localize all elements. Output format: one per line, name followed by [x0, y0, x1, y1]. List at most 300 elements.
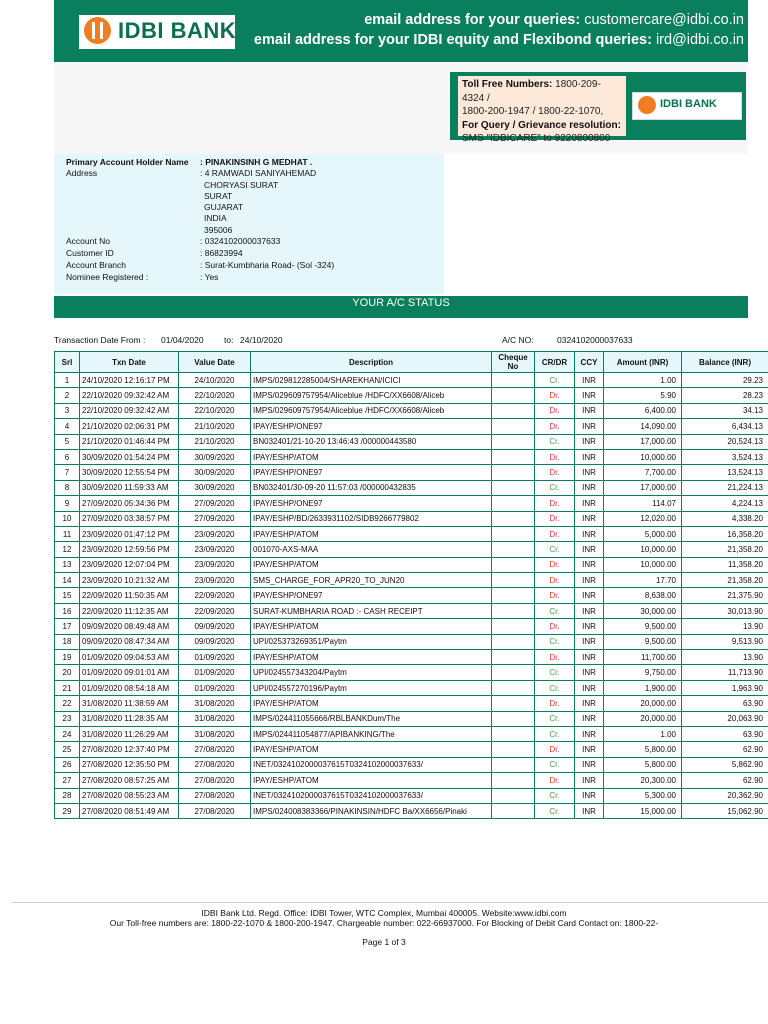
cell-srl: 5 — [55, 434, 80, 449]
cell-srl: 28 — [55, 788, 80, 803]
transactions-table — [54, 351, 768, 819]
cell-description: IMPS/024008383366/PINAKINSIN/HDFC Ba/XX6656/Pinaki — [251, 803, 492, 818]
cell-crdr: Dr. — [535, 449, 575, 464]
cell-srl: 18 — [55, 634, 80, 649]
cell-crdr: Cr. — [535, 665, 575, 680]
table-row — [55, 511, 768, 526]
cell-value-date: 01/09/2020 — [179, 680, 251, 695]
footer-divider — [12, 902, 768, 903]
cell-value-date: 30/09/2020 — [179, 480, 251, 495]
cell-balance: 20,362.90 — [682, 788, 768, 803]
cell-crdr: Cr. — [535, 480, 575, 495]
branch-value: : Surat-Kumbharia Road- (Sol -324) — [200, 260, 335, 270]
cell-amount: 17,000.00 — [604, 434, 682, 449]
cell-amount: 10,000.00 — [604, 557, 682, 572]
cell-crdr: Dr. — [535, 773, 575, 788]
cell-balance: 11,358.20 — [682, 557, 768, 572]
cell-description: IPAY/ESHP/ATOM — [251, 557, 492, 572]
cell-txn-date: 27/08/2020 08:51:49 AM — [80, 803, 179, 818]
cell-amount: 5,800.00 — [604, 757, 682, 772]
tollfree-numbers-1: 1800-209-4324 / — [462, 79, 601, 104]
acno-value: : 0324102000037633 — [200, 236, 281, 246]
cell-cheque-no — [492, 757, 535, 772]
table-row — [55, 434, 768, 449]
cell-cheque-no — [492, 511, 535, 526]
cell-description: IPAY/ESHP/ATOM — [251, 619, 492, 634]
col-balance: Balance (INR) — [682, 352, 768, 373]
cell-ccy: INR — [575, 726, 604, 741]
cell-txn-date: 01/09/2020 09:04:53 AM — [80, 650, 179, 665]
cell-crdr: Cr. — [535, 634, 575, 649]
cell-balance: 13.90 — [682, 619, 768, 634]
nominee-label: Nominee Registered : — [66, 272, 149, 282]
cell-ccy: INR — [575, 465, 604, 480]
cell-cheque-no — [492, 634, 535, 649]
cell-amount: 15,000.00 — [604, 803, 682, 818]
cell-crdr: Cr. — [535, 373, 575, 388]
table-row — [55, 803, 768, 818]
cell-cheque-no — [492, 496, 535, 511]
cell-crdr: Dr. — [535, 496, 575, 511]
cell-crdr: Dr. — [535, 619, 575, 634]
cell-txn-date: 22/09/2020 11:50:35 AM — [80, 588, 179, 603]
table-row — [55, 496, 768, 511]
cell-ccy: INR — [575, 496, 604, 511]
cell-value-date: 01/09/2020 — [179, 665, 251, 680]
cell-srl: 27 — [55, 773, 80, 788]
cell-description: IPAY/ESHP/BD/2633931102/SIDB9266779802 — [251, 511, 492, 526]
address-line-1: : 4 RAMWADI SANIYAHEMAD — [200, 168, 317, 178]
cell-ccy: INR — [575, 742, 604, 757]
cell-ccy: INR — [575, 480, 604, 495]
cell-ccy: INR — [575, 680, 604, 695]
cell-txn-date: 31/08/2020 11:26:29 AM — [80, 726, 179, 741]
from-label: Transaction Date From : — [54, 335, 146, 345]
cell-txn-date: 30/09/2020 12:55:54 PM — [80, 465, 179, 480]
queries-email[interactable]: customercare@idbi.co.in — [584, 12, 744, 28]
cell-ccy: INR — [575, 511, 604, 526]
cell-crdr: Cr. — [535, 711, 575, 726]
cell-description: IPAY/ESHP/ATOM — [251, 449, 492, 464]
cell-amount: 7,700.00 — [604, 465, 682, 480]
cell-amount: 5.90 — [604, 388, 682, 403]
cell-srl: 25 — [55, 742, 80, 757]
cell-txn-date: 22/09/2020 11:12:35 AM — [80, 603, 179, 618]
cell-value-date: 27/08/2020 — [179, 773, 251, 788]
cell-value-date: 30/09/2020 — [179, 465, 251, 480]
cell-srl: 4 — [55, 419, 80, 434]
cell-amount: 14,090.00 — [604, 419, 682, 434]
cell-txn-date: 30/09/2020 01:54:24 PM — [80, 449, 179, 464]
cell-value-date: 23/09/2020 — [179, 573, 251, 588]
cell-txn-date: 01/09/2020 09:01:01 AM — [80, 665, 179, 680]
cell-txn-date: 09/09/2020 08:47:34 AM — [80, 634, 179, 649]
cell-srl: 21 — [55, 680, 80, 695]
cell-description: INET/0324102000037615T0324102000037633/ — [251, 788, 492, 803]
table-row — [55, 542, 768, 557]
cell-ccy: INR — [575, 449, 604, 464]
cell-cheque-no — [492, 711, 535, 726]
cell-balance: 20,524.13 — [682, 434, 768, 449]
cell-txn-date: 27/08/2020 12:35:50 PM — [80, 757, 179, 772]
sms-text: SMS "IDBICARE" to 9220800800 — [462, 133, 611, 144]
cell-srl: 10 — [55, 511, 80, 526]
cell-amount: 10,000.00 — [604, 542, 682, 557]
queries-label: email address for your queries: — [364, 12, 581, 28]
table-row — [55, 603, 768, 618]
cell-balance: 11,713.90 — [682, 665, 768, 680]
cell-txn-date: 23/09/2020 01:47:12 PM — [80, 526, 179, 541]
cell-cheque-no — [492, 403, 535, 418]
cell-srl: 7 — [55, 465, 80, 480]
cell-balance: 15,062.90 — [682, 803, 768, 818]
cell-crdr: Cr. — [535, 788, 575, 803]
acno-meta-value: 0324102000037633 — [557, 335, 633, 345]
col-value-date: Value Date — [179, 352, 251, 373]
cell-description: IPAY/ESHP/ONE97 — [251, 465, 492, 480]
cell-cheque-no — [492, 480, 535, 495]
cell-balance: 16,358.20 — [682, 526, 768, 541]
tollfree-logo-icon — [638, 96, 656, 114]
cell-cheque-no — [492, 449, 535, 464]
cell-balance: 6,434.13 — [682, 419, 768, 434]
cell-cheque-no — [492, 388, 535, 403]
cell-value-date: 27/08/2020 — [179, 788, 251, 803]
queries-email-line — [364, 12, 744, 28]
cell-srl: 29 — [55, 803, 80, 818]
cell-description: IPAY/ESHP/ONE97 — [251, 419, 492, 434]
col-description: Description — [251, 352, 492, 373]
cell-value-date: 27/09/2020 — [179, 496, 251, 511]
cell-description: SMS_CHARGE_FOR_APR20_TO_JUN20 — [251, 573, 492, 588]
cell-amount: 1.00 — [604, 373, 682, 388]
holder-value: : PINAKINSINH G MEDHAT . — [200, 157, 313, 167]
equity-email[interactable]: ird@idbi.co.in — [655, 32, 744, 48]
cell-cheque-no — [492, 465, 535, 480]
cell-srl: 9 — [55, 496, 80, 511]
cell-cheque-no — [492, 803, 535, 818]
cell-cheque-no — [492, 419, 535, 434]
cell-crdr: Dr. — [535, 511, 575, 526]
cell-value-date: 27/08/2020 — [179, 757, 251, 772]
address-line-4: GUJARAT — [204, 202, 244, 212]
cell-srl: 3 — [55, 403, 80, 418]
equity-email-line — [254, 32, 744, 48]
table-row — [55, 773, 768, 788]
cell-description: IPAY/ESHP/ONE97 — [251, 588, 492, 603]
idbi-logo-text: IDBI BANK — [118, 18, 237, 43]
cell-srl: 17 — [55, 619, 80, 634]
cell-value-date: 23/09/2020 — [179, 542, 251, 557]
cell-crdr: Dr. — [535, 573, 575, 588]
cell-crdr: Dr. — [535, 403, 575, 418]
cell-cheque-no — [492, 526, 535, 541]
table-row — [55, 449, 768, 464]
cell-crdr: Dr. — [535, 557, 575, 572]
cell-balance: 5,862.90 — [682, 757, 768, 772]
cell-crdr: Dr. — [535, 588, 575, 603]
table-row — [55, 465, 768, 480]
col-txn-date: Txn Date — [80, 352, 179, 373]
cell-balance: 21,358.20 — [682, 573, 768, 588]
cell-balance: 63.90 — [682, 726, 768, 741]
cell-cheque-no — [492, 573, 535, 588]
cell-crdr: Cr. — [535, 542, 575, 557]
cell-description: IMPS/029812285004/SHAREKHAN/ICICI — [251, 373, 492, 388]
cell-srl: 12 — [55, 542, 80, 557]
cell-amount: 11,700.00 — [604, 650, 682, 665]
tollfree-text — [458, 76, 626, 144]
equity-label: email address for your IDBI equity and Flexibond queries: — [253, 32, 652, 48]
cell-ccy: INR — [575, 434, 604, 449]
cell-ccy: INR — [575, 573, 604, 588]
cell-ccy: INR — [575, 588, 604, 603]
cell-amount: 8,638.00 — [604, 588, 682, 603]
cell-ccy: INR — [575, 419, 604, 434]
cell-value-date: 09/09/2020 — [179, 619, 251, 634]
cell-amount: 6,400.00 — [604, 403, 682, 418]
cell-amount: 10,000.00 — [604, 449, 682, 464]
cell-value-date: 31/08/2020 — [179, 696, 251, 711]
cell-txn-date: 23/09/2020 10:21:32 AM — [80, 573, 179, 588]
cell-amount: 20,000.00 — [604, 696, 682, 711]
table-row — [55, 788, 768, 803]
cell-description: BN032401/30-09-20 11:57:03 /000000432835 — [251, 480, 492, 495]
cell-amount: 17.70 — [604, 573, 682, 588]
cell-value-date: 22/09/2020 — [179, 603, 251, 618]
cell-txn-date: 30/09/2020 11:59:33 AM — [80, 480, 179, 495]
cell-srl: 22 — [55, 696, 80, 711]
cell-value-date: 27/08/2020 — [179, 803, 251, 818]
cell-description: IPAY/ESHP/ATOM — [251, 696, 492, 711]
tollfree-logo-text: IDBI BANK — [660, 98, 717, 110]
cell-cheque-no — [492, 696, 535, 711]
cell-txn-date: 24/10/2020 12:16:17 PM — [80, 373, 179, 388]
cell-description: IMPS/029609757954/Aliceblue /HDFC/XX6608/Aliceb — [251, 403, 492, 418]
address-line-5: INDIA — [204, 213, 227, 223]
cell-value-date: 09/09/2020 — [179, 634, 251, 649]
cell-value-date: 21/10/2020 — [179, 419, 251, 434]
cell-srl: 23 — [55, 711, 80, 726]
cell-crdr: Dr. — [535, 696, 575, 711]
cell-balance: 4,224.13 — [682, 496, 768, 511]
cell-description: IPAY/ESHP/ATOM — [251, 526, 492, 541]
cell-value-date: 22/09/2020 — [179, 588, 251, 603]
cell-cheque-no — [492, 742, 535, 757]
cell-amount: 5,800.00 — [604, 742, 682, 757]
cell-srl: 6 — [55, 449, 80, 464]
cell-txn-date: 23/09/2020 12:59:56 PM — [80, 542, 179, 557]
cell-description: IMPS/024411055666/RBLBANKDum/The — [251, 711, 492, 726]
table-row — [55, 619, 768, 634]
footer-tollfree: Our Toll-free numbers are: 1800-22-1070 & 1800-200-1947. Chargeable number: 022-66937000. For Blocking of Debit Card Contact on: 1800-22- — [109, 918, 659, 928]
cell-balance: 63.90 — [682, 696, 768, 711]
cell-ccy: INR — [575, 650, 604, 665]
custid-label: Customer ID — [66, 248, 114, 258]
cell-description: IPAY/ESHP/ATOM — [251, 773, 492, 788]
col-amount: Amount (INR) — [604, 352, 682, 373]
cell-balance: 29.23 — [682, 373, 768, 388]
cell-crdr: Cr. — [535, 434, 575, 449]
cell-ccy: INR — [575, 373, 604, 388]
cell-ccy: INR — [575, 388, 604, 403]
cell-crdr: Cr. — [535, 803, 575, 818]
to-value: 24/10/2020 — [240, 335, 283, 345]
table-row — [55, 711, 768, 726]
cell-ccy: INR — [575, 557, 604, 572]
cell-txn-date: 31/08/2020 11:38:59 AM — [80, 696, 179, 711]
cell-crdr: Dr. — [535, 742, 575, 757]
cell-cheque-no — [492, 726, 535, 741]
cell-balance: 4,338.20 — [682, 511, 768, 526]
cell-cheque-no — [492, 542, 535, 557]
cell-txn-date: 27/09/2020 05:34:36 PM — [80, 496, 179, 511]
cell-srl: 20 — [55, 665, 80, 680]
cell-ccy: INR — [575, 619, 604, 634]
cell-txn-date: 23/09/2020 12:07:04 PM — [80, 557, 179, 572]
from-value: 01/04/2020 — [161, 335, 204, 345]
cell-txn-date: 27/08/2020 12:37:40 PM — [80, 742, 179, 757]
cell-value-date: 31/08/2020 — [179, 726, 251, 741]
cell-value-date: 01/09/2020 — [179, 650, 251, 665]
cell-value-date: 24/10/2020 — [179, 373, 251, 388]
cell-ccy: INR — [575, 711, 604, 726]
page-number: Page 1 of 3 — [362, 937, 406, 947]
cell-txn-date: 22/10/2020 09:32:42 AM — [80, 388, 179, 403]
cell-value-date: 22/10/2020 — [179, 403, 251, 418]
table-row — [55, 573, 768, 588]
cell-balance: 62.90 — [682, 773, 768, 788]
cell-txn-date: 01/09/2020 08:54:18 AM — [80, 680, 179, 695]
table-body — [55, 373, 768, 819]
table-row — [55, 526, 768, 541]
col-srl: Srl — [55, 352, 80, 373]
cell-balance: 13.90 — [682, 650, 768, 665]
cell-txn-date: 27/09/2020 03:38:57 PM — [80, 511, 179, 526]
table-row — [55, 650, 768, 665]
cell-ccy: INR — [575, 696, 604, 711]
table-row — [55, 634, 768, 649]
cell-balance: 21,224.13 — [682, 480, 768, 495]
cell-balance: 34.13 — [682, 403, 768, 418]
cell-cheque-no — [492, 603, 535, 618]
cell-ccy: INR — [575, 526, 604, 541]
cell-crdr: Dr. — [535, 650, 575, 665]
tollfree-numbers-2: 1800-200-1947 / 1800-22-1070, — [462, 106, 604, 117]
holder-label: Primary Account Holder Name — [66, 157, 189, 167]
acno-label: Account No — [66, 236, 110, 246]
cell-srl: 2 — [55, 388, 80, 403]
acno-meta-label: A/C NO: — [502, 335, 534, 345]
cell-cheque-no — [492, 680, 535, 695]
cell-txn-date: 21/10/2020 02:06:31 PM — [80, 419, 179, 434]
branch-label: Account Branch — [66, 260, 127, 270]
to-label: to: — [224, 335, 234, 345]
cell-balance: 21,375.90 — [682, 588, 768, 603]
cell-value-date: 23/09/2020 — [179, 526, 251, 541]
cell-balance: 28.23 — [682, 388, 768, 403]
table-header-row — [55, 352, 768, 373]
table-row — [55, 419, 768, 434]
cell-description: IMPS/029609757954/Aliceblue /HDFC/XX6608/Aliceb — [251, 388, 492, 403]
cell-srl: 8 — [55, 480, 80, 495]
cell-amount: 1,900.00 — [604, 680, 682, 695]
table-row — [55, 388, 768, 403]
cell-value-date: 21/10/2020 — [179, 434, 251, 449]
cell-srl: 1 — [55, 373, 80, 388]
cell-ccy: INR — [575, 757, 604, 772]
cell-cheque-no — [492, 557, 535, 572]
cell-description: 001070-AXS-MAA — [251, 542, 492, 557]
cell-srl: 26 — [55, 757, 80, 772]
address-line-3: SURAT — [204, 191, 233, 201]
cell-crdr: Dr. — [535, 465, 575, 480]
custid-value: : 86823994 — [200, 248, 243, 258]
cell-amount: 9,750.00 — [604, 665, 682, 680]
cell-amount: 20,300.00 — [604, 773, 682, 788]
nominee-value: : Yes — [200, 272, 219, 282]
cell-value-date: 31/08/2020 — [179, 711, 251, 726]
cell-ccy: INR — [575, 634, 604, 649]
cell-balance: 21,358.20 — [682, 542, 768, 557]
cell-txn-date: 31/08/2020 11:28:35 AM — [80, 711, 179, 726]
cell-description: UPI/024557343204/Paytm — [251, 665, 492, 680]
table-row — [55, 480, 768, 495]
cell-cheque-no — [492, 434, 535, 449]
cell-txn-date: 22/10/2020 09:32:42 AM — [80, 403, 179, 418]
cell-amount: 9,500.00 — [604, 619, 682, 634]
cell-description: IPAY/ESHP/ATOM — [251, 650, 492, 665]
cell-txn-date: 27/08/2020 08:55:23 AM — [80, 788, 179, 803]
cell-value-date: 27/08/2020 — [179, 742, 251, 757]
cell-ccy: INR — [575, 803, 604, 818]
cell-cheque-no — [492, 788, 535, 803]
table-row — [55, 557, 768, 572]
cell-txn-date: 27/08/2020 08:57:25 AM — [80, 773, 179, 788]
cell-srl: 24 — [55, 726, 80, 741]
cell-cheque-no — [492, 665, 535, 680]
table-row — [55, 588, 768, 603]
cell-description: SURAT-KUMBHARIA ROAD :- CASH RECEIPT — [251, 603, 492, 618]
cell-description: UPI/024557270196/Paytm — [251, 680, 492, 695]
status-bar: YOUR A/C STATUS — [54, 296, 748, 318]
cell-balance: 3,524.13 — [682, 449, 768, 464]
cell-amount: 9,500.00 — [604, 634, 682, 649]
table-row — [55, 742, 768, 757]
cell-description: IPAY/ESHP/ONE97 — [251, 496, 492, 511]
cell-amount: 17,000.00 — [604, 480, 682, 495]
cell-srl: 19 — [55, 650, 80, 665]
col-ccy: CCY — [575, 352, 604, 373]
cell-cheque-no — [492, 373, 535, 388]
table-row — [55, 757, 768, 772]
table-row — [55, 373, 768, 388]
cell-ccy: INR — [575, 603, 604, 618]
cell-srl: 16 — [55, 603, 80, 618]
table-row — [55, 726, 768, 741]
cell-balance: 13,524.13 — [682, 465, 768, 480]
cell-ccy: INR — [575, 773, 604, 788]
cell-crdr: Cr. — [535, 680, 575, 695]
cell-value-date: 22/10/2020 — [179, 388, 251, 403]
footer-address: IDBI Bank Ltd. Regd. Office: IDBI Tower, WTC Complex, Mumbai 400005. Website:www.idbi.com — [201, 908, 567, 918]
cell-cheque-no — [492, 588, 535, 603]
cell-balance: 20,063.90 — [682, 711, 768, 726]
cell-txn-date: 09/09/2020 08:49:48 AM — [80, 619, 179, 634]
cell-crdr: Cr. — [535, 603, 575, 618]
cell-srl: 14 — [55, 573, 80, 588]
cell-value-date: 23/09/2020 — [179, 557, 251, 572]
